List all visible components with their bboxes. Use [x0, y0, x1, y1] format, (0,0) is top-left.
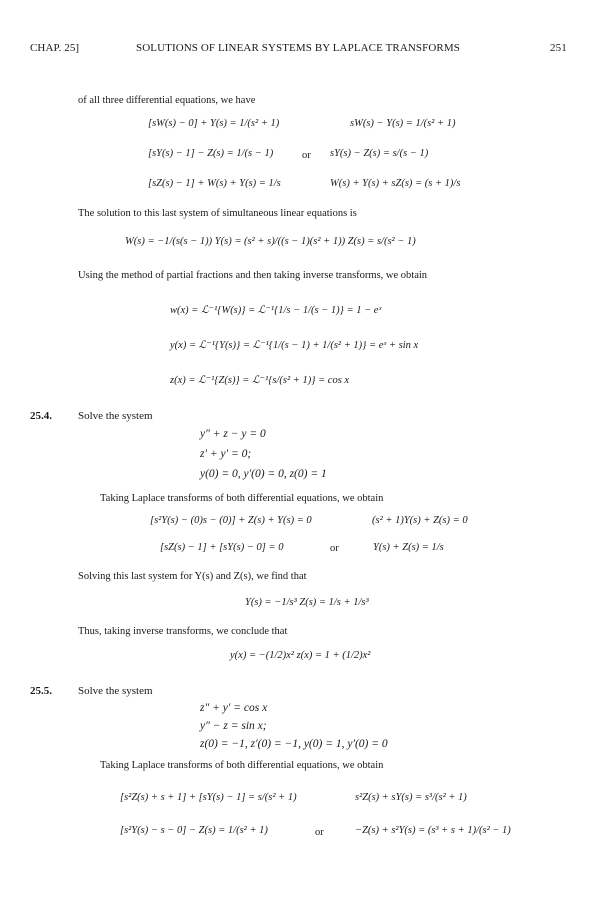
- z-result: z(x) = ℒ⁻¹{Z(s)} = ℒ⁻¹{s/(s² + 1)} = cos x: [170, 375, 350, 386]
- page-number: 251: [550, 42, 567, 54]
- system-25-4-initial-conditions: y(0) = 0, y′(0) = 0, z(0) = 1: [200, 468, 327, 480]
- equation-2-left: [sY(s) − 1] − Z(s) = 1/(s − 1): [148, 148, 274, 159]
- or-word-25-5: or: [315, 827, 324, 838]
- system-25-5-eq2: y″ − z = sin x;: [200, 720, 267, 732]
- solving-text-25-4: Solving this last system for Y(s) and Z(s), we find that: [78, 571, 307, 582]
- transform-25-4-eq1-left: [s²Y(s) − (0)s − (0)] + Z(s) + Y(s) = 0: [150, 515, 312, 526]
- laplace-text-25-5: Taking Laplace transforms of both differential equations, we obtain: [100, 760, 384, 771]
- transform-25-5-eq1-left: [s²Z(s) + s + 1] + [sY(s) − 1] = s/(s² + 1): [120, 792, 297, 803]
- w-result: w(x) = ℒ⁻¹{W(s)} = ℒ⁻¹{1/s − 1/(s − 1)} = 1 − eˣ: [170, 305, 382, 316]
- equation-3-right: W(s) + Y(s) + sZ(s) = (s + 1)/s: [330, 178, 461, 189]
- transform-25-5-eq1-right: s²Z(s) + sY(s) = s³/(s² + 1): [355, 792, 467, 803]
- inverse-text-25-4: Thus, taking inverse transforms, we conclude that: [78, 626, 288, 637]
- equation-2-right: sY(s) − Z(s) = s/(s − 1): [330, 148, 429, 159]
- system-25-5-eq1: z″ + y′ = cos x: [200, 702, 268, 714]
- equation-1-left: [sW(s) − 0] + Y(s) = 1/(s² + 1): [148, 118, 280, 129]
- transform-25-4-eq2-right: Y(s) + Z(s) = 1/s: [373, 542, 444, 553]
- system-25-4-eq2: z′ + y′ = 0;: [200, 448, 252, 460]
- equation-1-right: sW(s) − Y(s) = 1/(s² + 1): [350, 118, 456, 129]
- problem-25-5-number: 25.5.: [30, 685, 52, 697]
- transform-25-4-eq1-right: (s² + 1)Y(s) + Z(s) = 0: [372, 515, 468, 526]
- solved-25-4: Y(s) = −1/s³ Z(s) = 1/s + 1/s³: [245, 597, 369, 608]
- partial-fractions-text: Using the method of partial fractions and then taking inverse transforms, we obtain: [78, 270, 428, 281]
- transform-25-5-eq2-left: [s²Y(s) − s − 0] − Z(s) = 1/(s² + 1): [120, 825, 268, 836]
- laplace-text-25-4: Taking Laplace transforms of both differential equations, we obtain: [100, 493, 384, 504]
- problem-25-4-statement: Solve the system: [78, 410, 153, 422]
- running-header-chapter: CHAP. 25]: [30, 42, 80, 54]
- system-25-5-initial-conditions: z(0) = −1, z′(0) = −1, y(0) = 1, y′(0) = 0: [200, 738, 388, 750]
- or-word-25-4: or: [330, 543, 339, 554]
- or-word: or: [302, 150, 311, 161]
- intro-text: of all three differential equations, we have: [78, 95, 256, 106]
- solution-equation: W(s) = −1/(s(s − 1)) Y(s) = (s² + s)/((s − 1)(s² + 1)) Z(s) = s/(s² − 1): [125, 236, 416, 247]
- transform-25-4-eq2-left: [sZ(s) − 1] + [sY(s) − 0] = 0: [160, 542, 284, 553]
- y-result: y(x) = ℒ⁻¹{Y(s)} = ℒ⁻¹{1/(s − 1) + 1/(s² + 1)} = eˣ + sin x: [170, 340, 419, 351]
- problem-25-5-statement: Solve the system: [78, 685, 153, 697]
- system-25-4-eq1: y″ + z − y = 0: [200, 428, 266, 440]
- running-header-title: SOLUTIONS OF LINEAR SYSTEMS BY LAPLACE TRANSFORMS: [136, 42, 460, 54]
- solution-text: The solution to this last system of simultaneous linear equations is: [78, 208, 357, 219]
- result-25-4: y(x) = −(1/2)x² z(x) = 1 + (1/2)x²: [230, 650, 371, 661]
- transform-25-5-eq2-right: −Z(s) + s²Y(s) = (s³ + s + 1)/(s² − 1): [355, 825, 511, 836]
- equation-3-left: [sZ(s) − 1] + W(s) + Y(s) = 1/s: [148, 178, 281, 189]
- problem-25-4-number: 25.4.: [30, 410, 52, 422]
